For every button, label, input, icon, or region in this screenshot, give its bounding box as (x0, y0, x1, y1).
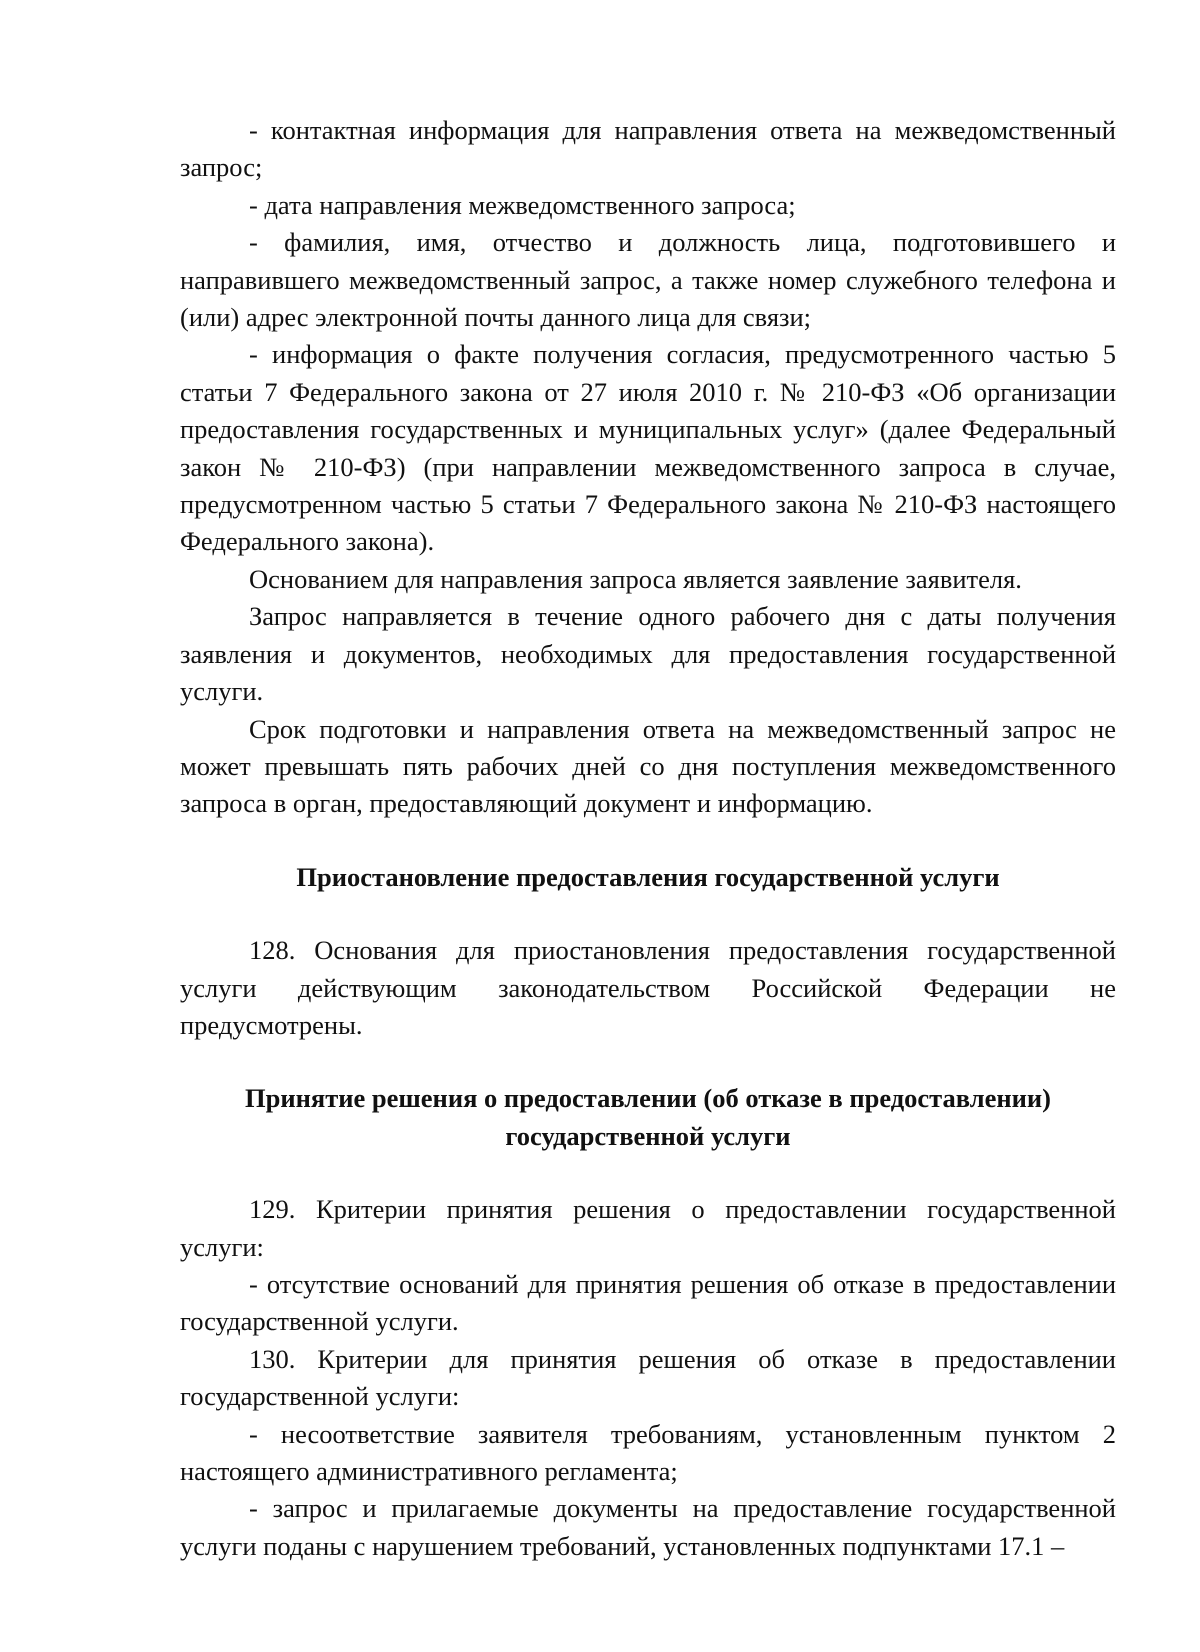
heading-decision (180, 1080, 1116, 1155)
paragraph-request-date: - дата направления межведомственного запроса; (249, 189, 796, 220)
paragraph-consent-info: - информация о факте получения согласия, предусмотренного частью 5 статьи 7 Федерального закона от 27 июля 2010 г. № 210-ФЗ «Об организации предоставления государственных и муниципальных услуг» (далее Федеральный закон № 210-ФЗ) (при направлении межведомственного запроса в случае, предусмотренном частью 5 статьи 7 Федерального закона № 210-ФЗ настоящего Федерального закона). (180, 339, 1116, 557)
heading-suspension: Приостановление предоставления государственной услуги (296, 861, 1000, 892)
heading-decision-line1: Принятие решения о предоставлении (об отказе в предоставлении) (245, 1083, 1051, 1114)
paragraph-request-basis: Основанием для направления запроса является заявление заявителя. (249, 563, 1022, 594)
paragraph-130: 130. Критерии для принятия решения об отказе в предоставлении государственной услуги: (180, 1343, 1116, 1412)
paragraph-response-term: Срок подготовки и направления ответа на межведомственный запрос не может превышать пять рабочих дней со дня поступления межведомственного запроса в орган, предоставляющий документ и информацию. (180, 713, 1116, 819)
heading-decision-line2: государственной услуги (505, 1120, 791, 1151)
document-body (180, 112, 1116, 1565)
paragraph-129: 129. Критерии принятия решения о предоставлении государственной услуги: (180, 1194, 1116, 1262)
paragraph-contact-info: - контактная информация для направления ответа на межведомственный запрос; (180, 115, 1116, 183)
paragraph-128: 128. Основания для приостановления предоставления государственной услуги действующим законодательством Российской Федерации не предусмотрены. (180, 935, 1116, 1040)
paragraph-130-criterion-1: - несоответствие заявителя требованиям, установленным пунктом 2 настоящего административного регламента; (180, 1418, 1116, 1486)
paragraph-129-criterion: - отсутствие оснований для принятия решения об отказе в предоставлении государственной услуги. (180, 1268, 1116, 1337)
paragraph-130-criterion-2: - запрос и прилагаемые документы на предоставление государственной услуги поданы с нарушением требований, установленных подпунктами 17.1 – (180, 1493, 1116, 1561)
paragraph-request-deadline: Запрос направляется в течение одного рабочего дня с даты получения заявления и документов, необходимых для предоставления государственной услуги. (180, 601, 1116, 707)
paragraph-official-details: - фамилия, имя, отчество и должность лица, подготовившего и направившего межведомственный запрос, а также номер служебного телефона и (или) адрес электронной почты данного лица для связи; (180, 227, 1116, 333)
